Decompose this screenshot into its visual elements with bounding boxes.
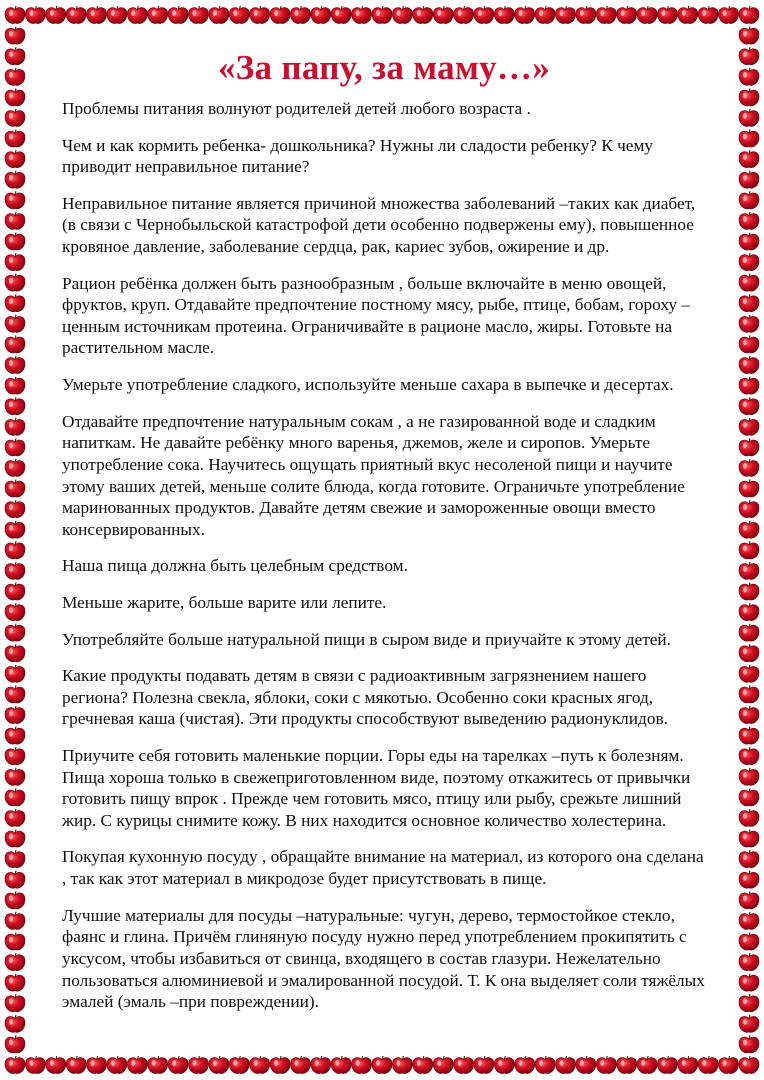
paragraph-5: Умерьте употребление сладкого, используйте меньше сахара в выпечке и десертах.: [62, 375, 674, 395]
paragraph-4: Рацион ребёнка должен быть разнообразным , больше включайте в меню овощей, фруктов, круп. Отдавайте предпочтение постному мясу, рыбе, птице, бобам, гороху – ценным источникам протеина. Ограничивайте в рационе масло, жиры. Готовьте на растительном масле.: [62, 273, 690, 358]
red-apple-icon: [657, 6, 677, 24]
red-apple-icon: [168, 6, 188, 24]
red-apple-icon: [739, 974, 759, 992]
red-apple-icon: [739, 685, 759, 703]
red-apple-icon: [5, 438, 25, 456]
red-apple-icon: [576, 1056, 596, 1074]
red-apple-icon: [739, 788, 759, 806]
red-apple-icon: [5, 253, 25, 271]
paragraph-3: Неправильное питание является причиной множества заболеваний –таких как диабет, (в связи с Чернобыльской катастрофой дети особенно подвержены ему), повышенное кровяное давление, заболевание сердца, рак, кариес зубов, ожирение и др.: [62, 193, 696, 257]
red-apple-icon: [739, 747, 759, 765]
red-apple-icon: [5, 191, 25, 209]
red-apple-icon: [739, 850, 759, 868]
red-apple-icon: [739, 706, 759, 724]
red-apple-icon: [739, 953, 759, 971]
red-apple-icon: [5, 274, 25, 292]
red-apple-icon: [739, 27, 759, 45]
red-apple-icon: [596, 1056, 616, 1074]
red-apple-icon: [5, 891, 25, 909]
red-apple-icon: [739, 603, 759, 621]
red-apple-icon: [739, 294, 759, 312]
paragraph-11: Приучите себя готовить маленькие порции. Горы еды на тарелках –путь к болезням. Пища хороша только в свежеприготовленном виде, поэтому откажитесь от привычки готовить пищу впрок . Прежде чем готовить мясо, птицу или рыбу, срежьте лишний жир. С курицы снимите кожу. В них находится основное количество холестерина.: [62, 746, 691, 830]
red-apple-icon: [270, 6, 290, 24]
red-apple-icon: [739, 253, 759, 271]
red-apple-icon: [739, 171, 759, 189]
red-apple-icon: [5, 480, 25, 498]
red-apple-icon: [189, 1056, 209, 1074]
red-apple-icon: [739, 109, 759, 127]
red-apple-icon: [5, 624, 25, 642]
red-apple-icon: [5, 541, 25, 559]
paragraph-8: Меньше жарите, больше варите или лепите.: [62, 592, 387, 612]
red-apple-icon: [739, 562, 759, 580]
red-apple-icon: [5, 644, 25, 662]
red-apple-icon: [290, 6, 310, 24]
red-apple-icon: [250, 1056, 270, 1074]
red-apple-icon: [5, 562, 25, 580]
red-apple-icon: [87, 1056, 107, 1074]
red-apple-icon: [5, 88, 25, 106]
red-apple-icon: [5, 27, 25, 45]
red-apple-icon: [25, 1056, 45, 1074]
red-apple-icon: [5, 953, 25, 971]
red-apple-icon: [739, 480, 759, 498]
page-title: «За папу, за маму…»: [217, 48, 551, 87]
red-apple-icon: [739, 68, 759, 86]
red-apple-icon: [5, 150, 25, 168]
red-apple-icon: [5, 727, 25, 745]
red-apple-icon: [739, 233, 759, 251]
red-apple-icon: [5, 6, 25, 24]
red-apple-icon: [535, 6, 555, 24]
red-apple-icon: [5, 521, 25, 539]
red-apple-icon: [5, 1015, 25, 1033]
red-apple-icon: [5, 171, 25, 189]
red-apple-icon: [739, 583, 759, 601]
red-apple-icon: [5, 830, 25, 848]
red-apple-icon: [270, 1056, 290, 1074]
red-apple-icon: [5, 356, 25, 374]
red-apple-icon: [229, 6, 249, 24]
red-apple-icon: [352, 6, 372, 24]
red-apple-icon: [515, 6, 535, 24]
red-apple-icon: [148, 1056, 168, 1074]
paragraph-1: Проблемы питания волнуют родителей детей любого возраста .: [62, 99, 531, 118]
red-apple-icon: [739, 891, 759, 909]
red-apple-icon: [372, 1056, 392, 1074]
red-apple-icon: [698, 6, 718, 24]
red-apple-icon: [739, 130, 759, 148]
red-apple-icon: [66, 6, 86, 24]
red-apple-icon: [739, 541, 759, 559]
red-apple-icon: [515, 1056, 535, 1074]
red-apple-icon: [311, 6, 331, 24]
red-apple-icon: [5, 768, 25, 786]
red-apple-icon: [107, 1056, 127, 1074]
red-apple-icon: [46, 1056, 66, 1074]
red-apple-icon: [168, 1056, 188, 1074]
red-apple-icon: [739, 397, 759, 415]
red-apple-icon: [229, 1056, 249, 1074]
red-apple-icon: [5, 377, 25, 395]
red-apple-icon: [556, 1056, 576, 1074]
red-apple-icon: [739, 809, 759, 827]
red-apple-icon: [5, 933, 25, 951]
red-apple-icon: [413, 6, 433, 24]
red-apple-icon: [5, 418, 25, 436]
red-apple-icon: [189, 6, 209, 24]
red-apple-icon: [657, 1056, 677, 1074]
red-apple-icon: [5, 212, 25, 230]
red-apple-icon: [739, 624, 759, 642]
red-apple-icon: [5, 397, 25, 415]
red-apple-icon: [127, 6, 147, 24]
red-apple-icon: [5, 850, 25, 868]
red-apple-icon: [494, 6, 514, 24]
paragraph-9: Употребляйте больше натуральной пищи в сыром виде и приучайте к этому детей.: [62, 629, 671, 649]
red-apple-icon: [392, 6, 412, 24]
red-apple-icon: [494, 1056, 514, 1074]
paragraph-7: Наша пища должна быть целебным средством.: [62, 556, 408, 576]
red-apple-icon: [433, 6, 453, 24]
red-apple-icon: [596, 6, 616, 24]
red-apple-icon: [576, 6, 596, 24]
red-apple-icon: [739, 1015, 759, 1033]
red-apple-icon: [5, 315, 25, 333]
red-apple-icon: [5, 1056, 25, 1074]
red-apple-icon: [331, 1056, 351, 1074]
red-apple-icon: [5, 994, 25, 1012]
red-apple-icon: [739, 335, 759, 353]
red-apple-icon: [474, 6, 494, 24]
paragraph-2: Чем и как кормить ребенка- дошкольника? Нужны ли сладости ребенку? К чему приводит неправильное питание?: [62, 135, 654, 177]
red-apple-icon: [739, 933, 759, 951]
red-apple-icon: [5, 294, 25, 312]
red-apple-icon: [739, 1056, 759, 1074]
red-apple-icon: [739, 727, 759, 745]
red-apple-icon: [5, 583, 25, 601]
red-apple-icon: [5, 974, 25, 992]
red-apple-icon: [474, 1056, 494, 1074]
red-apple-icon: [617, 1056, 637, 1074]
red-apple-icon: [739, 768, 759, 786]
red-apple-icon: [739, 521, 759, 539]
red-apple-icon: [209, 1056, 229, 1074]
red-apple-icon: [535, 1056, 555, 1074]
paragraph-10: Какие продукты подавать детям в связи с радиоактивным загрязнением нашего региона? Полезна свекла, яблоки, соки с мякотью. Особенно соки красных ягод, гречневая каша (чистая). Эти продукты способствуют выведению радионуклидов.: [62, 666, 668, 729]
red-apple-icon: [107, 6, 127, 24]
paragraph-12: Покупая кухонную посуду , обращайте внимание на материал, из которого она сделана , так как этот материал в микродозе будет присутствовать в пище.: [62, 847, 704, 889]
red-apple-icon: [739, 150, 759, 168]
red-apple-icon: [739, 356, 759, 374]
red-apple-icon: [739, 994, 759, 1012]
red-apple-icon: [392, 1056, 412, 1074]
red-apple-icon: [719, 6, 739, 24]
red-apple-icon: [739, 212, 759, 230]
red-apple-icon: [372, 6, 392, 24]
paragraph-13: Лучшие материалы для посуды –натуральные: чугун, дерево, термостойкое стекло, фаянс и глина. Причём глиняную посуду нужно перед употреблением прокипятить с уксусом, чтобы избавиться от свинца, входящего в состав глазури. Нежелательно пользоваться алюминиевой и эмалированной посудой. Т. К она выделяет соли тяжёлых эмалей (эмаль –при повреждении).: [62, 905, 705, 1012]
red-apple-icon: [739, 830, 759, 848]
red-apple-icon: [290, 1056, 310, 1074]
red-apple-icon: [739, 459, 759, 477]
red-apple-icon: [46, 6, 66, 24]
red-apple-icon: [739, 871, 759, 889]
red-apple-icon: [678, 1056, 698, 1074]
red-apple-icon: [5, 871, 25, 889]
red-apple-icon: [739, 1035, 759, 1053]
red-apple-icon: [25, 6, 45, 24]
red-apple-icon: [352, 1056, 372, 1074]
document-body: [62, 48, 706, 1043]
red-apple-icon: [433, 1056, 453, 1074]
red-apple-icon: [5, 130, 25, 148]
red-apple-icon: [5, 1035, 25, 1053]
red-apple-icon: [250, 6, 270, 24]
red-apple-icon: [454, 6, 474, 24]
red-apple-icon: [5, 109, 25, 127]
red-apple-icon: [5, 500, 25, 518]
red-apple-icon: [5, 912, 25, 930]
red-apple-icon: [739, 500, 759, 518]
red-apple-icon: [739, 377, 759, 395]
red-apple-icon: [66, 1056, 86, 1074]
red-apple-icon: [454, 1056, 474, 1074]
red-apple-icon: [739, 665, 759, 683]
red-apple-icon: [637, 6, 657, 24]
red-apple-icon: [739, 644, 759, 662]
red-apple-icon: [413, 1056, 433, 1074]
red-apple-icon: [5, 47, 25, 65]
red-apple-icon: [617, 6, 637, 24]
red-apple-icon: [739, 191, 759, 209]
red-apple-icon: [5, 685, 25, 703]
red-apple-icon: [637, 1056, 657, 1074]
red-apple-icon: [311, 1056, 331, 1074]
red-apple-icon: [127, 1056, 147, 1074]
red-apple-icon: [739, 6, 759, 24]
red-apple-icon: [739, 88, 759, 106]
red-apple-icon: [5, 335, 25, 353]
red-apple-icon: [209, 6, 229, 24]
red-apple-icon: [5, 603, 25, 621]
red-apple-icon: [5, 706, 25, 724]
red-apple-icon: [5, 665, 25, 683]
red-apple-icon: [5, 68, 25, 86]
red-apple-icon: [5, 233, 25, 251]
red-apple-icon: [331, 6, 351, 24]
red-apple-icon: [719, 1056, 739, 1074]
red-apple-icon: [739, 418, 759, 436]
red-apple-icon: [5, 809, 25, 827]
red-apple-icon: [87, 6, 107, 24]
red-apple-icon: [5, 747, 25, 765]
red-apple-icon: [739, 438, 759, 456]
red-apple-icon: [739, 315, 759, 333]
red-apple-icon: [739, 274, 759, 292]
red-apple-icon: [739, 912, 759, 930]
red-apple-icon: [5, 788, 25, 806]
red-apple-icon: [5, 459, 25, 477]
red-apple-icon: [698, 1056, 718, 1074]
red-apple-icon: [739, 47, 759, 65]
paragraph-6: Отдавайте предпочтение натуральным сокам , а не газированной воде и сладким напиткам. Не давайте ребёнку много варенья, джемов, желе и сиропов. Умерьте употребление сока. Научитесь ощущать приятный вкус несоленой пищи и научите этому ваших детей, меньше солите блюда, когда готовите. Ограничьте употребление маринованных продуктов. Давайте детям свежие и замороженные овощи вместо консервированных.: [62, 411, 685, 539]
red-apple-icon: [148, 6, 168, 24]
red-apple-icon: [556, 6, 576, 24]
red-apple-icon: [678, 6, 698, 24]
